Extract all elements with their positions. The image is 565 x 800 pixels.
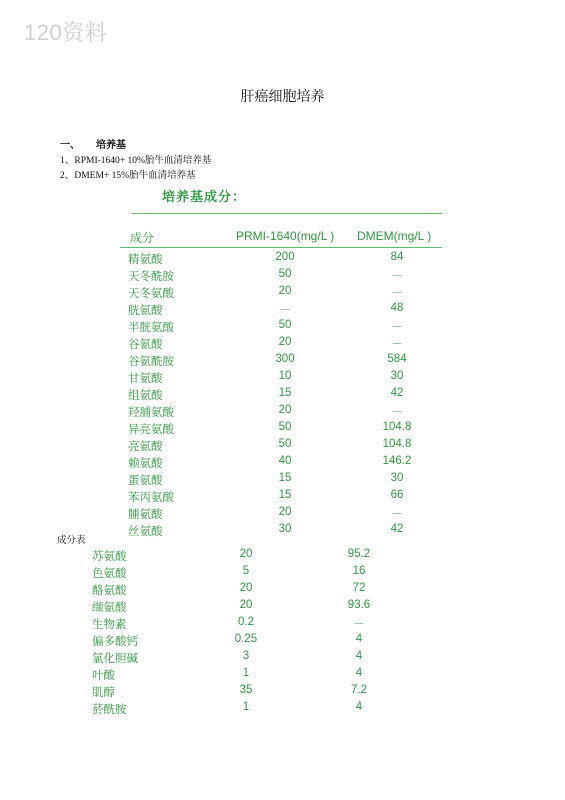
dmem-value: 7.2	[351, 684, 367, 696]
rpmi-value: 300	[275, 353, 295, 365]
component-name: 半胱氨酸	[128, 320, 174, 334]
table-row	[0, 506, 565, 523]
table-row	[0, 489, 565, 506]
component-name: 天冬酰胺	[128, 269, 174, 283]
table-row	[0, 319, 565, 336]
table-row	[0, 548, 565, 565]
table-header-rule	[120, 247, 442, 248]
dmem-value: 30	[390, 472, 404, 484]
dmem-value: 104.8	[382, 421, 412, 433]
dmem-value: 48	[390, 302, 404, 314]
component-name: 菸酰胺	[92, 702, 127, 716]
dmem-value: 42	[390, 387, 404, 399]
component-name: 丝氨酸	[128, 524, 163, 538]
rpmi-value: 5	[242, 565, 250, 577]
dmem-value: 146.2	[382, 455, 412, 467]
component-name: 色氨酸	[92, 566, 127, 580]
table-row	[0, 472, 565, 489]
component-name: 生物素	[92, 617, 127, 631]
medium-item-2	[60, 167, 196, 181]
rpmi-value: 20	[239, 599, 253, 611]
table-row	[0, 438, 565, 455]
component-name: 缬氨酸	[92, 600, 127, 614]
component-name: 酪氨酸	[92, 583, 127, 597]
table-row	[0, 404, 565, 421]
component-name: 组氨酸	[128, 388, 163, 402]
rpmi-value: 35	[239, 684, 253, 696]
rpmi-value: 20	[278, 506, 292, 518]
dmem-value: －	[391, 288, 403, 300]
dmem-value: －	[391, 271, 403, 283]
component-name: 异亮氨酸	[128, 422, 174, 436]
table-top-rule	[132, 213, 442, 214]
dmem-value: 104.8	[382, 438, 412, 450]
rpmi-value: 0.25	[234, 633, 258, 645]
table-row	[0, 599, 565, 616]
dmem-value: 4	[355, 633, 363, 645]
medium-index: 1、	[60, 156, 75, 166]
table-row	[0, 633, 565, 650]
rpmi-value: 15	[278, 472, 292, 484]
medium-text: RPMI-1640+ 10%胎牛血清培养基	[74, 156, 212, 166]
dmem-value: －	[391, 339, 403, 351]
table-row	[0, 370, 565, 387]
table-row	[0, 268, 565, 285]
table-row	[0, 387, 565, 404]
rpmi-value: 50	[278, 268, 292, 280]
dmem-value: －	[353, 619, 365, 631]
header-rpmi: PRMI-1640(mg/L )	[236, 229, 335, 243]
table-row	[0, 353, 565, 370]
dmem-value: 72	[352, 582, 366, 594]
table-row	[0, 650, 565, 667]
table-row	[0, 251, 565, 268]
table-row	[0, 701, 565, 718]
component-name: 谷氨酸	[128, 337, 163, 351]
table-row	[0, 667, 565, 684]
rpmi-value: 0.2	[238, 616, 254, 628]
watermark-logo: 120资料	[24, 20, 108, 45]
rpmi-value: 20	[278, 404, 292, 416]
table-row	[0, 336, 565, 353]
component-name: 苏氨酸	[92, 549, 127, 563]
dmem-value: －	[391, 407, 403, 419]
dmem-value: 4	[355, 701, 363, 713]
dmem-value: 30	[390, 370, 404, 382]
rpmi-value: 50	[278, 421, 292, 433]
component-name: 胱氨酸	[128, 303, 163, 317]
component-name: 精氨酸	[128, 252, 163, 266]
dmem-value: 93.6	[347, 599, 371, 611]
table-row	[0, 421, 565, 438]
dmem-value: －	[391, 322, 403, 334]
rpmi-value: 20	[239, 582, 253, 594]
table-row	[0, 582, 565, 599]
component-name: 赖氨酸	[128, 456, 163, 470]
rpmi-value: 1	[242, 667, 250, 679]
rpmi-value: 50	[278, 319, 292, 331]
component-name: 天冬氨酸	[128, 286, 174, 300]
dmem-value: 95.2	[347, 548, 371, 560]
dmem-value: 42	[390, 523, 404, 535]
dmem-value: 16	[352, 565, 366, 577]
rpmi-value: 200	[275, 251, 295, 263]
table-row	[0, 565, 565, 582]
component-name: 肌醇	[92, 685, 115, 699]
table-row	[0, 616, 565, 633]
dmem-value: －	[391, 509, 403, 521]
rpmi-value: 15	[278, 387, 292, 399]
component-name: 蛋氨酸	[128, 473, 163, 487]
table-row	[0, 302, 565, 319]
component-name: 苯丙氨酸	[128, 490, 174, 504]
table-row	[0, 684, 565, 701]
component-name: 亮氨酸	[128, 439, 163, 453]
dmem-value: 584	[387, 353, 407, 365]
component-name: 偏多酸钙	[92, 634, 138, 648]
rpmi-value: 10	[278, 370, 292, 382]
rpmi-value: 3	[242, 650, 250, 662]
section-number: 一、	[60, 140, 80, 151]
medium-index: 2、	[60, 171, 75, 181]
header-component: 成分	[130, 231, 155, 245]
rpmi-value: 20	[239, 548, 253, 560]
rpmi-value: 40	[278, 455, 292, 467]
header-dmem: DMEM(mg/L )	[357, 229, 432, 243]
rpmi-value: 20	[278, 285, 292, 297]
component-name: 甘氨酸	[128, 371, 163, 385]
rpmi-value: 30	[278, 523, 292, 535]
component-name: 氯化胆碱	[92, 651, 138, 665]
medium-item-1	[60, 152, 211, 166]
rpmi-value: 15	[278, 489, 292, 501]
section-label: 培养基	[96, 140, 126, 151]
component-name: 谷氨酰胺	[128, 354, 174, 368]
composition-title: 培养基成分：	[162, 190, 247, 205]
table-row	[0, 455, 565, 472]
component-name: 羟脯氨酸	[128, 405, 174, 419]
dmem-value: 4	[355, 667, 363, 679]
medium-text: DMEM+ 15%胎牛血清培养基	[74, 171, 196, 181]
rpmi-value: 50	[278, 438, 292, 450]
rpmi-value: 1	[242, 701, 250, 713]
dmem-value: 4	[355, 650, 363, 662]
table-row	[0, 285, 565, 302]
section-heading	[60, 136, 126, 151]
component-name: 叶酸	[92, 668, 115, 682]
dmem-value: 66	[390, 489, 404, 501]
component-name: 脯氨酸	[128, 507, 163, 521]
rpmi-value: 20	[278, 336, 292, 348]
rpmi-value: －	[279, 305, 291, 317]
dmem-value: 84	[390, 251, 404, 263]
document-title: 肝癌细胞培养	[240, 89, 325, 105]
table-note: 成分表	[57, 535, 86, 546]
